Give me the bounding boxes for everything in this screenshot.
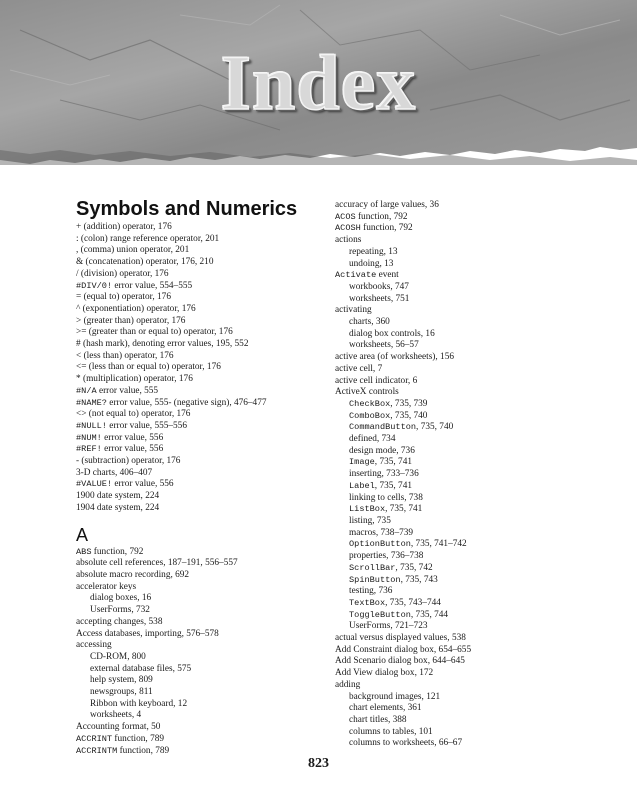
entry-text: < (less than) operator, 176 (76, 350, 174, 361)
entry-text: active area (of worksheets), 156 (335, 352, 454, 363)
index-subentry (335, 727, 595, 739)
entry-text: >= (greater than or equal to) operator, 176 (76, 327, 233, 338)
entry-text: Add Scenario dialog box, 644–645 (335, 656, 465, 667)
entry-text: = (equal to) operator, 176 (76, 292, 171, 303)
index-subentry (76, 710, 326, 722)
index-entry (76, 269, 326, 281)
index-subentry (335, 621, 595, 633)
index-entry (76, 582, 326, 594)
index-entry (76, 245, 326, 257)
index-entry (76, 304, 326, 316)
entry-text: columns to worksheets, 66–67 (349, 738, 463, 749)
index-title: Index (220, 39, 417, 126)
entry-text: # (hash mark), denoting error values, 195, 552 (76, 339, 249, 350)
entry-text: error value, 556 (101, 444, 164, 455)
entry-text: worksheets, 4 (90, 710, 142, 721)
entry-text: macros, 738–739 (349, 527, 414, 538)
index-entry (76, 398, 326, 410)
index-entry (76, 339, 326, 351)
entry-code-term: SpinButton (349, 574, 401, 585)
index-subentry (76, 605, 326, 617)
entry-code-term: ToggleButton (349, 609, 411, 620)
index-entry (335, 212, 595, 224)
index-entry (76, 629, 326, 641)
entry-code-term: OptionButton (349, 539, 411, 550)
entry-text: Add View dialog box, 172 (335, 668, 434, 679)
entry-text: accuracy of large values, 36 (335, 200, 439, 210)
index-entry (335, 235, 595, 247)
index-subentry (76, 593, 326, 605)
entry-text: listing, 735 (349, 515, 391, 526)
index-entry (76, 222, 326, 234)
entry-code-term: ACCRINTM (76, 745, 118, 756)
entry-text: / (division) operator, 176 (76, 268, 169, 279)
index-entry (335, 668, 595, 680)
entry-text: absolute macro recording, 692 (76, 569, 190, 580)
entry-text: , 735, 742 (395, 562, 433, 573)
entry-code-term: ABS (76, 546, 92, 557)
entry-code-term: ACOSH (335, 223, 361, 234)
index-subentry (335, 563, 595, 575)
entry-text: defined, 734 (349, 434, 396, 445)
index-subentry (335, 469, 595, 481)
index-entry (335, 364, 595, 376)
index-subentry (335, 715, 595, 727)
index-subentry (76, 699, 326, 711)
index-subentry (335, 446, 595, 458)
section-heading-symbols: Symbols and Numerics (76, 198, 298, 220)
entry-text: chart elements, 361 (349, 703, 422, 714)
index-entry (76, 734, 326, 746)
index-subentry (335, 493, 595, 505)
entry-code-term: #NUM! (76, 432, 102, 443)
entry-text: ActiveX controls (335, 387, 399, 398)
index-subentry (335, 575, 595, 587)
entry-text: error value, 555–556 (106, 420, 187, 431)
entry-text: accelerator keys (76, 581, 137, 592)
index-subentry (335, 259, 595, 271)
entry-text: 3-D charts, 406–407 (76, 467, 153, 478)
entry-text: worksheets, 751 (349, 293, 410, 304)
entry-code-term: #REF! (76, 444, 102, 455)
index-entry (76, 316, 326, 328)
entry-text: help system, 809 (90, 675, 153, 686)
entry-code-term: #N/A (76, 385, 97, 396)
entry-text: : (colon) range reference operator, 201 (76, 233, 220, 244)
entry-code-term: Label (349, 480, 375, 491)
entry-text: , 735, 740 (390, 410, 428, 421)
index-entry (76, 444, 326, 456)
index-entry (76, 617, 326, 629)
entry-code-term: ListBox (349, 504, 386, 515)
entry-text: Ribbon with keyboard, 12 (90, 698, 188, 709)
index-entry (76, 351, 326, 363)
left-column (76, 198, 326, 757)
entry-text: , 735, 741 (374, 480, 412, 491)
index-subentry (335, 481, 595, 493)
entry-code-term: ACCRINT (76, 733, 113, 744)
entry-text: UserForms, 732 (90, 605, 150, 616)
index-subentry (335, 457, 595, 469)
entry-text: <> (not equal to) operator, 176 (76, 409, 191, 420)
index-entry (76, 386, 326, 398)
index-subentry (335, 586, 595, 598)
index-entry (76, 640, 326, 652)
entry-code-term: ACOS (335, 211, 356, 222)
index-entry (76, 281, 326, 293)
entry-text: + (addition) operator, 176 (76, 222, 172, 232)
index-entry (76, 558, 326, 570)
entry-text: 1904 date system, 224 (76, 502, 160, 513)
entry-text: , 735, 743 (400, 574, 438, 585)
entry-text: 1900 date system, 224 (76, 491, 160, 502)
index-subentry (76, 652, 326, 664)
entry-text: & (concatenation) operator, 176, 210 (76, 257, 214, 268)
entry-text: active cell indicator, 6 (335, 375, 418, 386)
index-entry (335, 645, 595, 657)
index-entry (76, 547, 326, 559)
entry-text: accessing (76, 640, 112, 651)
entry-text: , 735, 741 (374, 457, 412, 468)
index-subentry (335, 399, 595, 411)
index-entry (76, 456, 326, 468)
entry-text: charts, 360 (349, 317, 390, 328)
index-entry (76, 570, 326, 582)
index-subentry (335, 738, 595, 750)
entry-text: absolute cell references, 187–191, 556–557 (76, 558, 238, 569)
entry-text: , (comma) union operator, 201 (76, 245, 190, 256)
index-entry (76, 409, 326, 421)
index-entry (335, 352, 595, 364)
entry-text: columns to tables, 101 (349, 726, 433, 737)
entry-text: ^ (exponentiation) operator, 176 (76, 303, 196, 314)
entry-code-term: Activate (335, 270, 377, 281)
index-subentry (335, 504, 595, 516)
index-subentry (335, 282, 595, 294)
index-entry (335, 387, 595, 399)
index-subentry (335, 528, 595, 540)
entry-code-term: #VALUE! (76, 479, 113, 490)
entry-text: error value, 555- (negative sign), 476–477 (106, 397, 267, 408)
index-entry (76, 433, 326, 445)
entry-text: error value, 556 (112, 479, 174, 490)
entry-text: function, 789 (117, 745, 170, 756)
entry-text: inserting, 733–736 (349, 469, 419, 480)
a-entries-list (76, 547, 326, 758)
entry-text: function, 792 (355, 211, 408, 222)
a-entries-list-continued (335, 200, 595, 750)
index-entry (335, 305, 595, 317)
entry-code-term: CommandButton (349, 422, 417, 433)
index-subentry (335, 539, 595, 551)
index-entry (335, 656, 595, 668)
entry-text: dialog boxes, 16 (90, 593, 152, 604)
entry-text: linking to cells, 738 (349, 492, 423, 503)
index-subentry (335, 516, 595, 528)
index-entry (76, 722, 326, 734)
index-subentry (335, 329, 595, 341)
entry-text: external database files, 575 (90, 663, 192, 674)
entry-code-term: #DIV/0! (76, 280, 113, 291)
entry-code-term: CheckBox (349, 398, 391, 409)
entry-text: active cell, 7 (335, 363, 383, 374)
index-entry (76, 468, 326, 480)
entry-text: , 735, 741 (385, 504, 423, 515)
entry-text: accepting changes, 538 (76, 616, 163, 627)
index-subentry (335, 247, 595, 259)
symbols-list (76, 222, 326, 515)
index-subentry (335, 703, 595, 715)
index-entry (335, 680, 595, 692)
index-subentry (76, 687, 326, 699)
entry-code-term: ScrollBar (349, 562, 396, 573)
entry-text: , 735, 743–744 (385, 597, 441, 608)
index-subentry (335, 598, 595, 610)
entry-text: * (multiplication) operator, 176 (76, 374, 193, 385)
entry-text: - (subtraction) operator, 176 (76, 456, 181, 467)
entry-text: activating (335, 305, 372, 316)
entry-text: , 735, 739 (390, 398, 428, 409)
entry-text: repeating, 13 (349, 246, 398, 257)
index-entry (76, 257, 326, 269)
entry-code-term: TextBox (349, 597, 386, 608)
index-entry (76, 503, 326, 515)
entry-text: Add Constraint dialog box, 654–655 (335, 644, 472, 655)
entry-text: , 735, 741–742 (410, 539, 467, 550)
right-column (335, 200, 595, 750)
index-subentry (335, 340, 595, 352)
entry-code-term: #NULL! (76, 420, 107, 431)
entry-text: newsgroups, 811 (90, 687, 153, 698)
entry-text: function, 792 (360, 223, 413, 234)
entry-text: undoing, 13 (349, 258, 394, 269)
entry-text: Accounting format, 50 (76, 722, 161, 733)
index-subentry (335, 692, 595, 704)
index-subentry (335, 551, 595, 563)
index-entry (76, 479, 326, 491)
entry-text: Access databases, importing, 576–578 (76, 628, 219, 639)
stone-banner (0, 0, 637, 165)
index-subentry (335, 434, 595, 446)
entry-text: CD-ROM, 800 (90, 651, 146, 662)
entry-text: worksheets, 56–57 (349, 340, 419, 351)
index-entry (335, 200, 595, 212)
entry-code-term: ComboBox (349, 410, 391, 421)
entry-text: > (greater than) operator, 176 (76, 315, 186, 326)
entry-text: UserForms, 721–723 (349, 621, 428, 632)
entry-text: <= (less than or equal to) operator, 176 (76, 362, 221, 373)
index-entry (76, 421, 326, 433)
entry-text: testing, 736 (349, 586, 393, 597)
entry-text: error value, 554–555 (112, 280, 193, 291)
entry-text: error value, 555 (96, 385, 159, 396)
entry-text: error value, 556 (101, 432, 164, 443)
entry-code-term: #NAME? (76, 397, 107, 408)
index-entry (335, 376, 595, 388)
index-entry (76, 292, 326, 304)
index-subentry (76, 664, 326, 676)
entry-text: actual versus displayed values, 538 (335, 633, 466, 644)
index-entry (335, 270, 595, 282)
index-subentry (335, 422, 595, 434)
entry-text: actions (335, 235, 362, 246)
entry-code-term: Image (349, 457, 375, 468)
entry-text: , 735, 744 (410, 609, 449, 620)
index-entry (76, 327, 326, 339)
index-entry (76, 374, 326, 386)
entry-text: chart titles, 388 (349, 714, 407, 725)
index-entry (76, 234, 326, 246)
index-subentry (76, 675, 326, 687)
index-subentry (335, 411, 595, 423)
entry-text: dialog box controls, 16 (349, 328, 435, 339)
index-entry (335, 633, 595, 645)
entry-text: event (376, 270, 399, 281)
entry-text: , 735, 740 (416, 422, 454, 433)
index-entry (335, 223, 595, 235)
index-entry (76, 491, 326, 503)
entry-text: workbooks, 747 (349, 281, 409, 292)
section-letter-a: A (76, 524, 89, 545)
index-subentry (335, 317, 595, 329)
entry-text: design mode, 736 (349, 445, 415, 456)
entry-text: function, 792 (91, 546, 144, 557)
index-subentry (335, 294, 595, 306)
entry-text: function, 789 (112, 733, 165, 744)
entry-text: adding (335, 679, 361, 690)
index-entry (76, 362, 326, 374)
index-subentry (335, 610, 595, 622)
page-number: 823 (308, 756, 329, 771)
entry-text: background images, 121 (349, 691, 441, 702)
entry-text: properties, 736–738 (349, 551, 424, 562)
